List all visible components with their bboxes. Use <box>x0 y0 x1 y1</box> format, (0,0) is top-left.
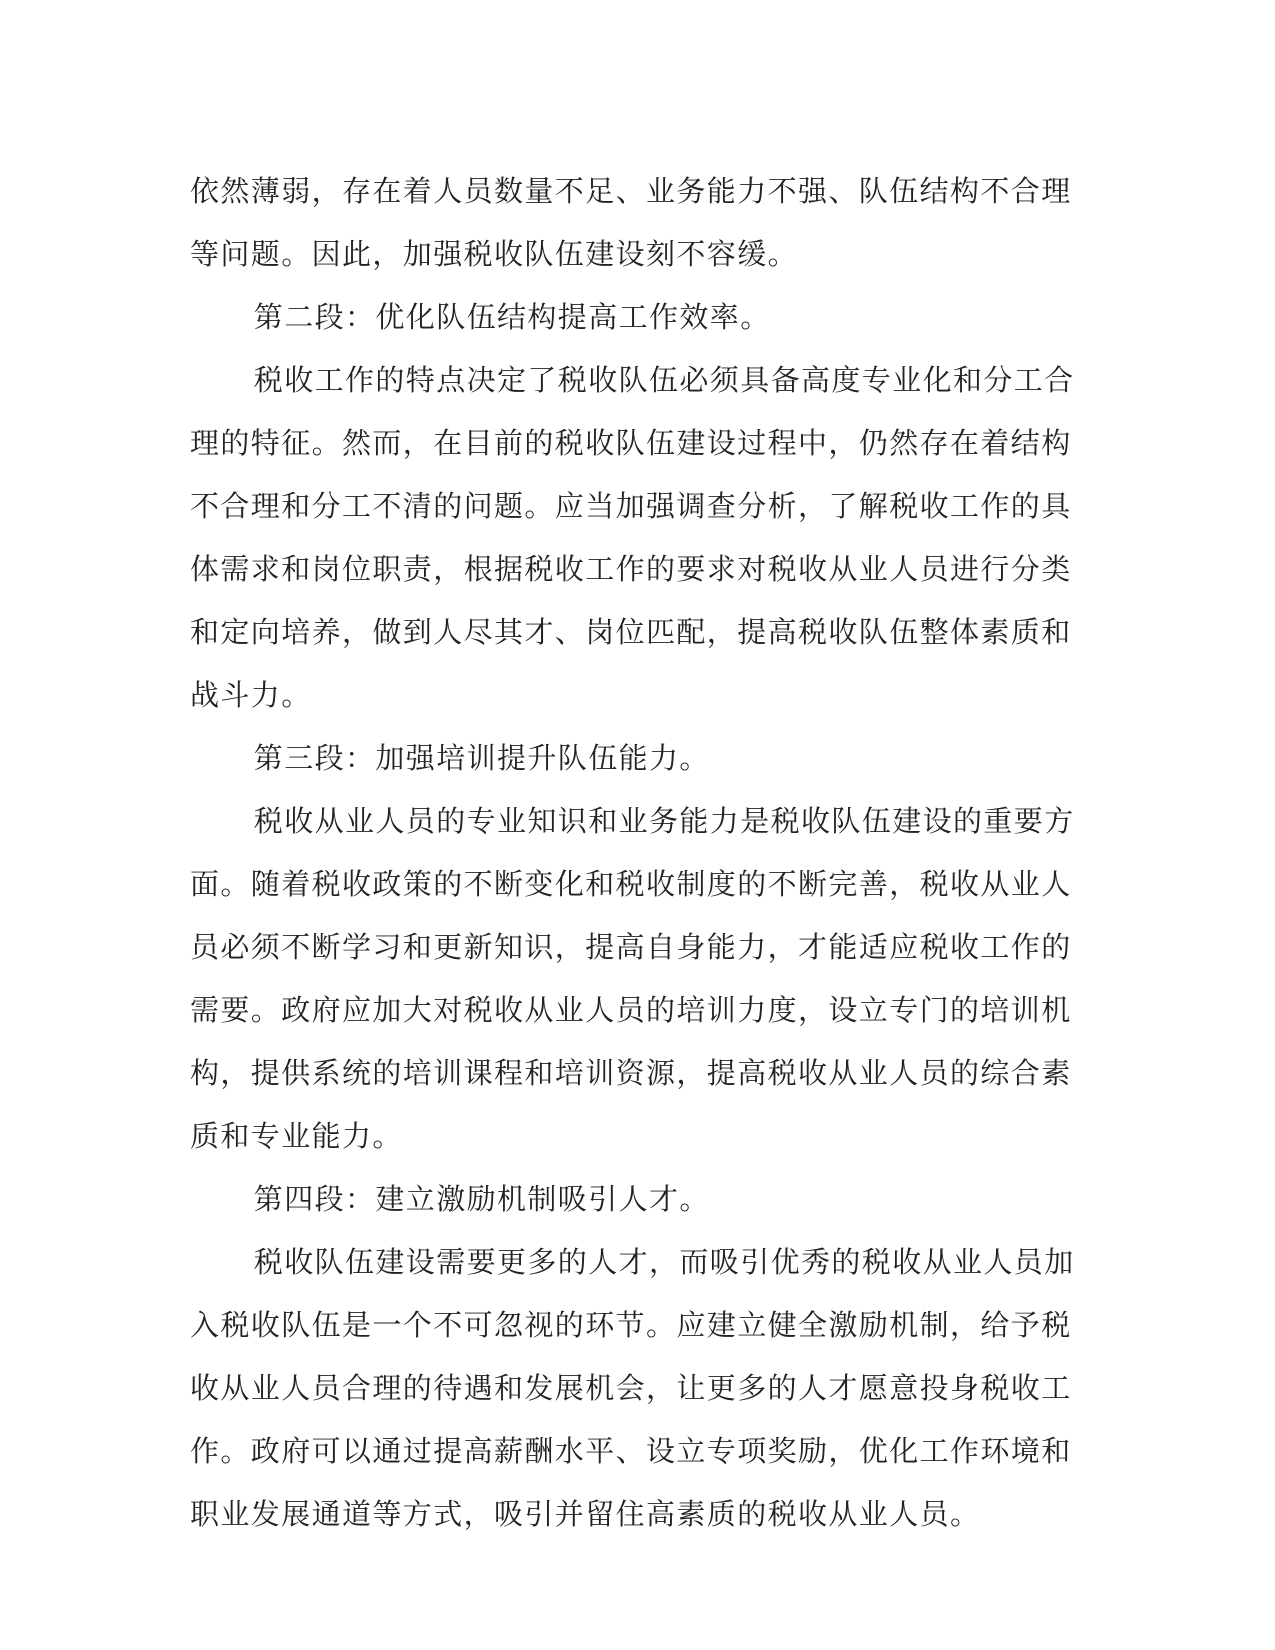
paragraph-incentive: 税收队伍建设需要更多的人才，而吸引优秀的税收从业人员加入税收队伍是一个不可忽视的环节。应建立健全激励机制，给予税收从业人员合理的待遇和发展机会，让更多的人才愿意投身税收工作。政府可以通过提高薪酬水平、设立专项奖励，优化工作环境和职业发展通道等方式，吸引并留住高素质的税收从业人员。 <box>190 1245 1075 1531</box>
section-heading-2: 第二段：优化队伍结构提高工作效率。 <box>253 300 771 334</box>
section-heading-3: 第三段：加强培训提升队伍能力。 <box>253 741 710 775</box>
document-body <box>190 160 1085 1546</box>
paragraph-continued: 依然薄弱，存在着人员数量不足、业务能力不强、队伍结构不合理等问题。因此，加强税收队伍建设刻不容缓。 <box>190 174 1072 271</box>
paragraph-training: 税收从业人员的专业知识和业务能力是税收队伍建设的重要方面。随着税收政策的不断变化和税收制度的不断完善，税收从业人员必须不断学习和更新知识，提高自身能力，才能适应税收工作的需要。政府应加大对税收从业人员的培训力度，设立专门的培训机构，提供系统的培训课程和培训资源，提高税收从业人员的综合素质和专业能力。 <box>190 804 1075 1153</box>
paragraph-structure: 税收工作的特点决定了税收队伍必须具备高度专业化和分工合理的特征。然而，在目前的税收队伍建设过程中，仍然存在着结构不合理和分工不清的问题。应当加强调查分析，了解税收工作的具体需求和岗位职责，根据税收工作的要求对税收从业人员进行分类和定向培养，做到人尽其才、岗位匹配，提高税收队伍整体素质和战斗力。 <box>190 363 1075 712</box>
section-heading-4: 第四段：建立激励机制吸引人才。 <box>253 1182 710 1216</box>
